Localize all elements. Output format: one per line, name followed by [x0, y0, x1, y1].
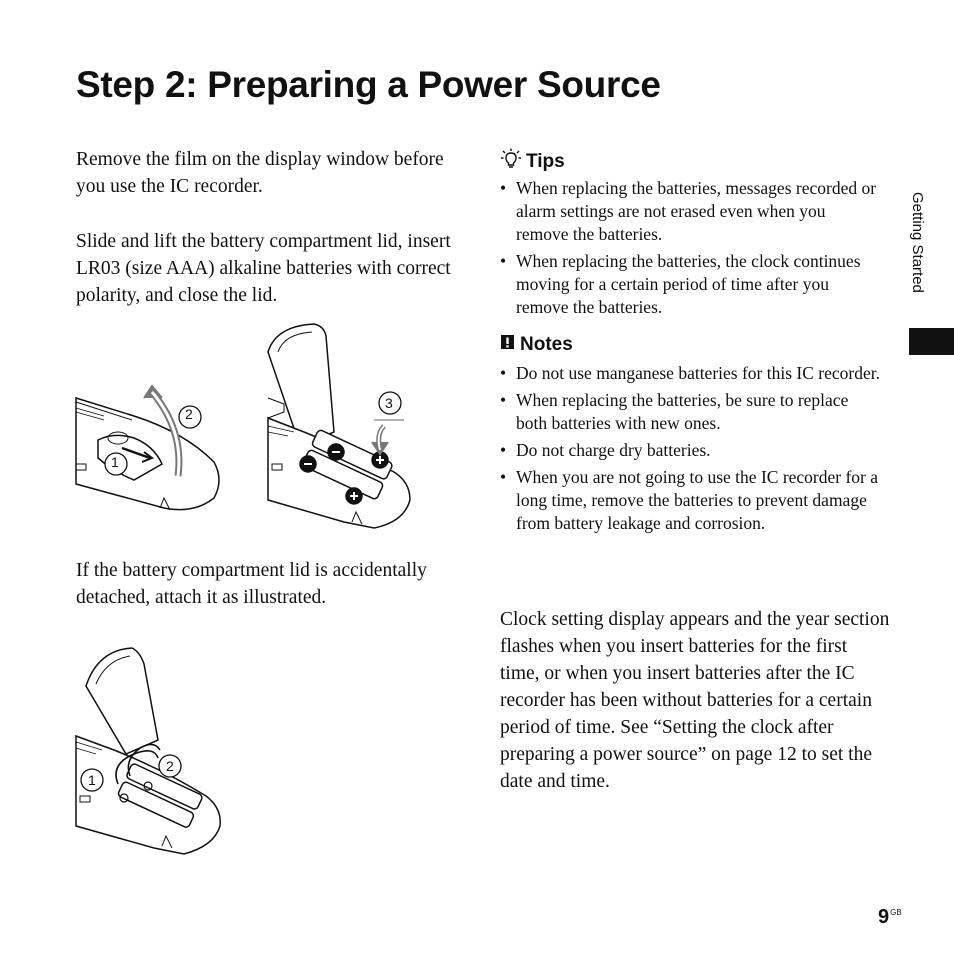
- fig1-step2-label: 2: [185, 406, 193, 422]
- notes-heading: [500, 333, 573, 357]
- fig3-step1-label: 1: [88, 772, 96, 788]
- fig3-step2-label: 2: [166, 758, 174, 774]
- lid-open-illustration: [74, 380, 226, 516]
- lid-reattach-illustration: [74, 646, 226, 858]
- detached-lid-paragraph: If the battery compartment lid is accidentally detached, attach it as illustrated.: [76, 560, 427, 608]
- note-icon: [500, 333, 516, 357]
- intro-paragraph: Remove the film on the display window before you use the IC recorder.: [76, 149, 444, 197]
- tips-heading: [500, 148, 565, 176]
- clock-setting-paragraph: Clock setting display appears and the year section flashes when you insert batteries for the first time, or when you insert batteries after the IC recorder has been without batteries for a certain period of time. See “Setting the clock after preparing a power source” on page 12 to set the date and time.: [500, 609, 890, 792]
- section-tab-marker: [909, 328, 954, 355]
- list-item: • When replacing the batteries, be sure to replace both batteries with new ones.: [500, 389, 880, 435]
- tips-heading-label: Tips: [526, 151, 565, 172]
- page-number: [878, 906, 902, 929]
- battery-insert-illustration: [264, 322, 416, 532]
- list-item: • When you are not going to use the IC recorder for a long time, remove the batteries to prevent damage from battery leakage and corrosion.: [500, 466, 880, 535]
- fig2-step3-label: 3: [385, 395, 393, 411]
- tips-list: [500, 177, 880, 323]
- lightbulb-icon: [500, 148, 522, 176]
- list-item: • When replacing the batteries, the clock continues moving for a certain period of time after you remove the batteries.: [500, 250, 880, 319]
- list-item: • Do not use manganese batteries for this IC recorder.: [500, 362, 880, 385]
- page-number-value: 9: [878, 906, 890, 928]
- list-item: • When replacing the batteries, messages recorded or alarm settings are not erased even when you remove the batteries.: [500, 177, 880, 246]
- list-item: • Do not charge dry batteries.: [500, 439, 880, 462]
- battery-instructions-paragraph: Slide and lift the battery compartment lid, insert LR03 (size AAA) alkaline batteries with correct polarity, and close the lid.: [76, 231, 451, 306]
- page-number-suffix: GB: [890, 908, 902, 918]
- notes-list: [500, 362, 880, 539]
- page-title: Step 2: Preparing a Power Source: [76, 64, 661, 105]
- section-tab-label: Getting Started: [909, 192, 926, 293]
- notes-heading-label: Notes: [520, 334, 573, 355]
- fig1-step1-label: 1: [111, 454, 119, 470]
